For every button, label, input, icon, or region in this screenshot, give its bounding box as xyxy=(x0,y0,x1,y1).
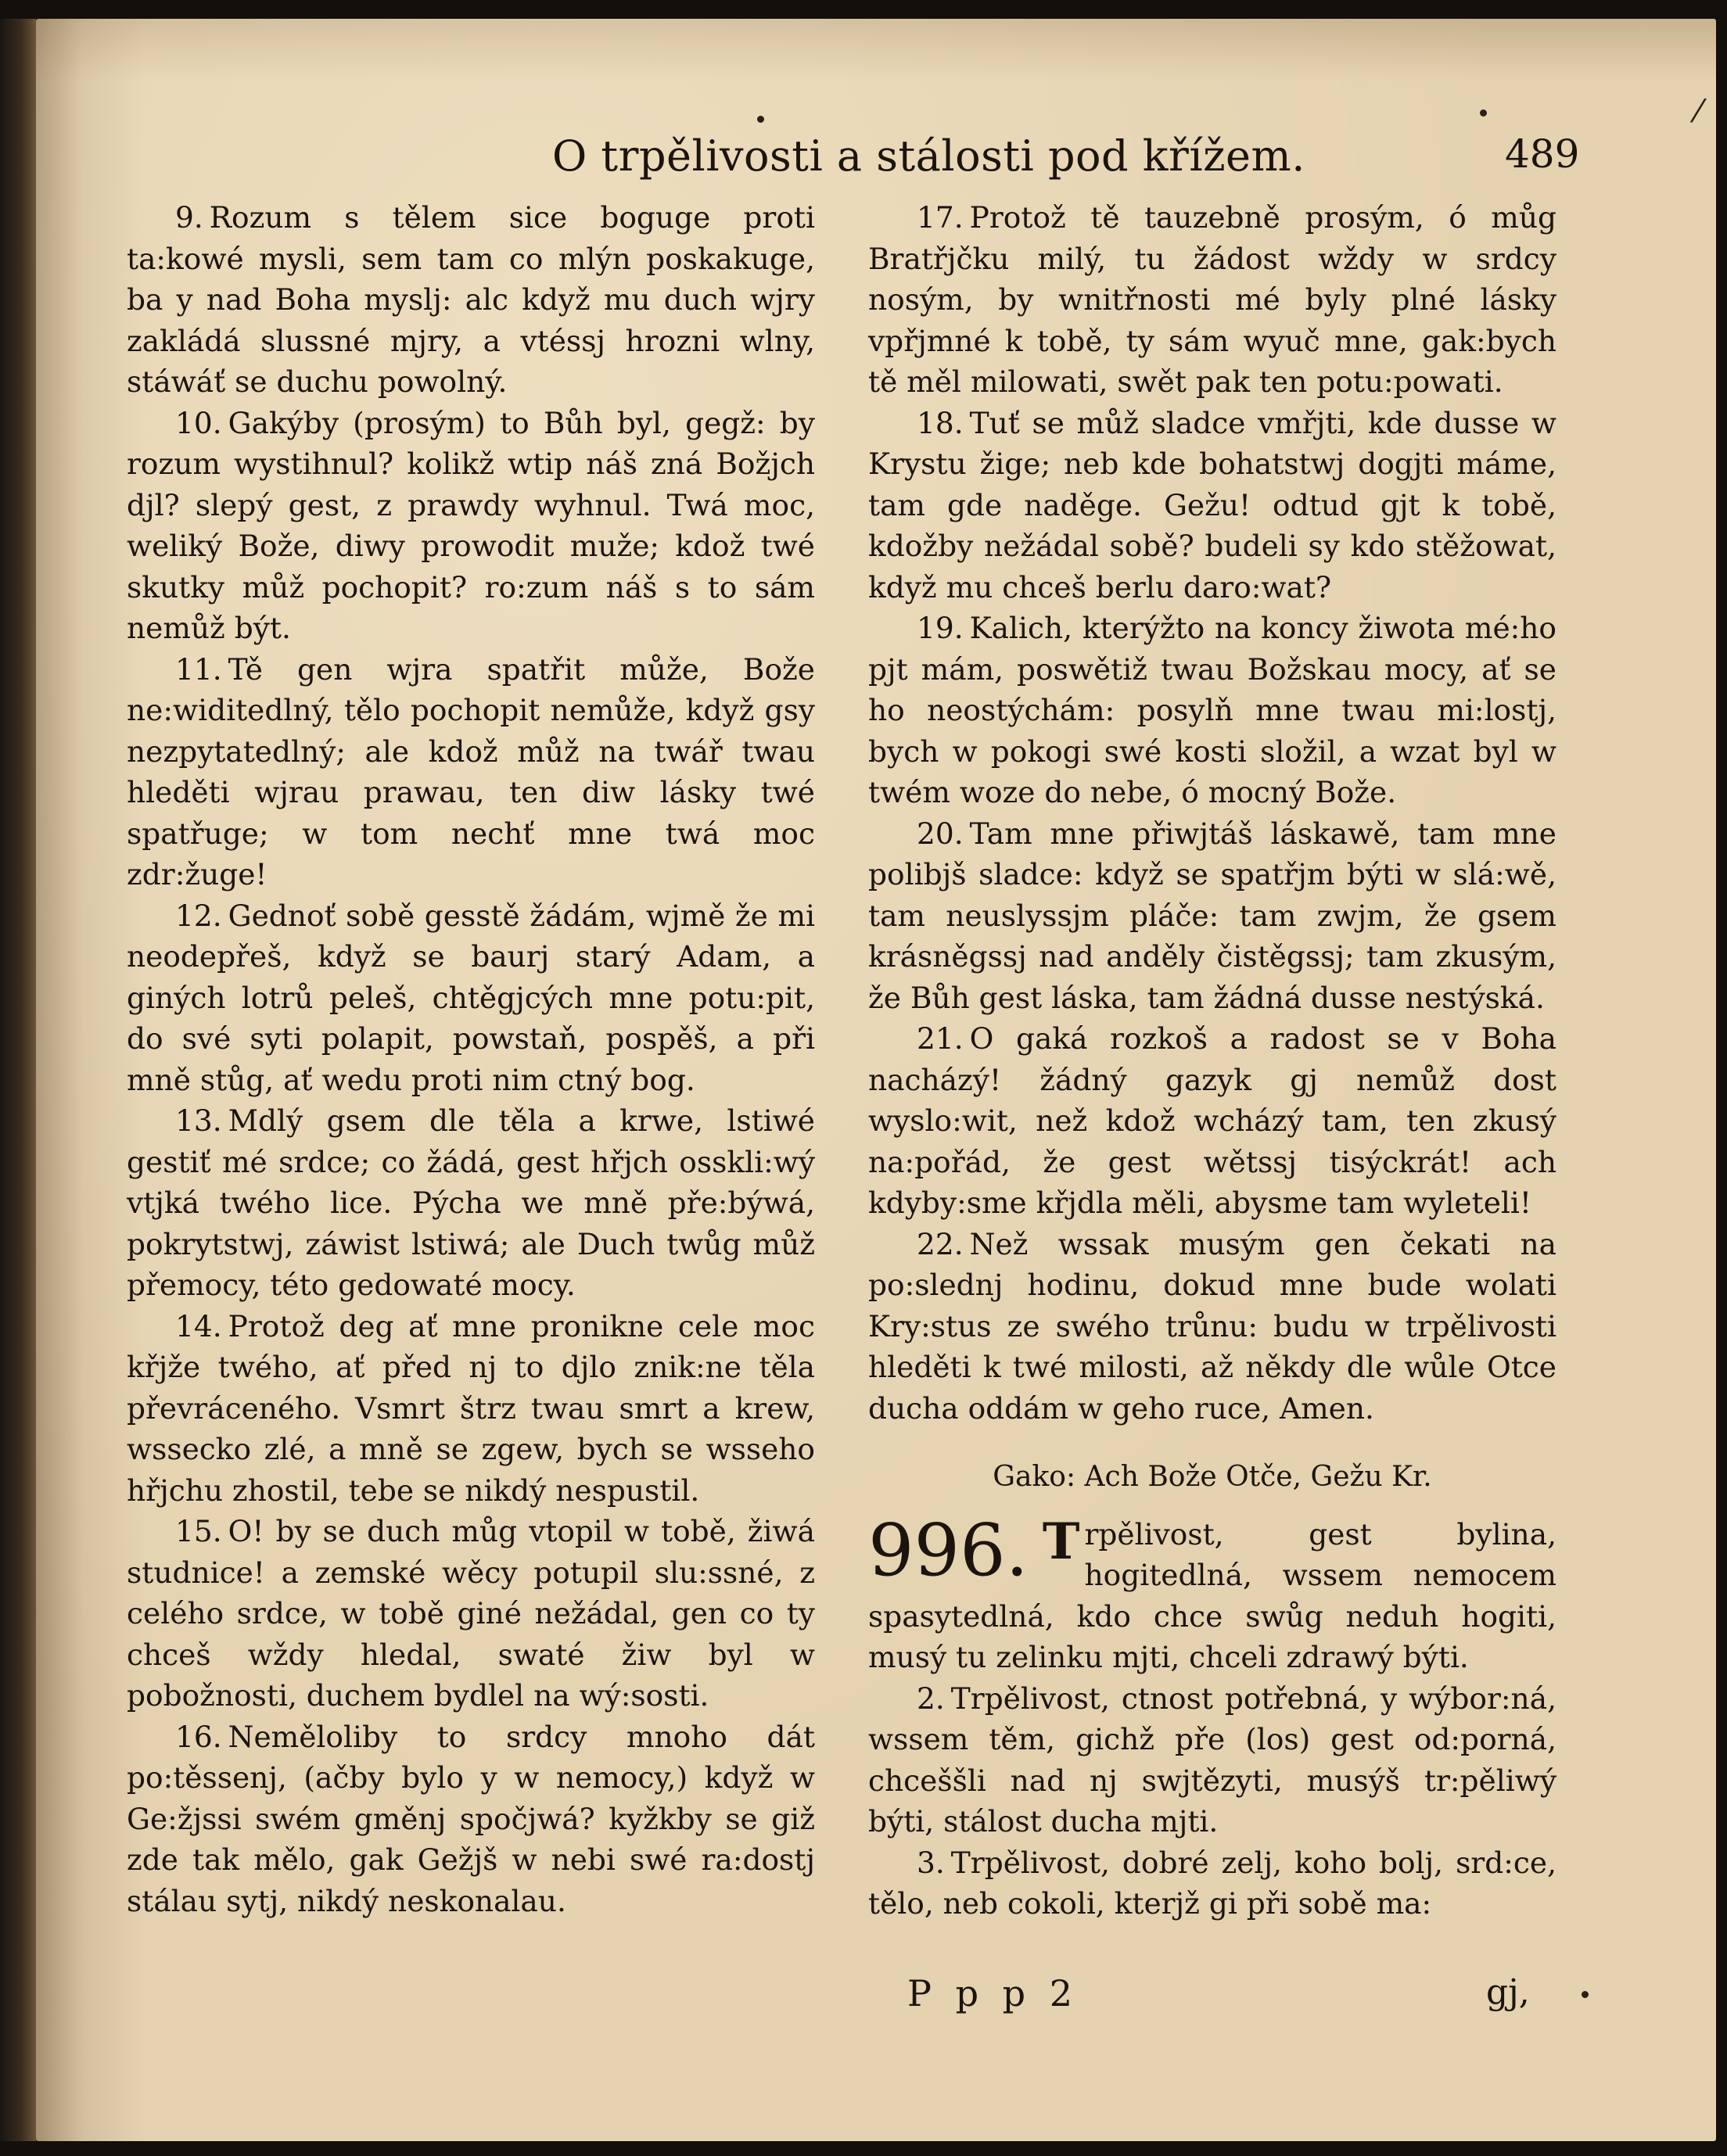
melody-line: Gako: Ach Bože Otče, Gežu Kr. xyxy=(993,1461,1432,1493)
verse-paragraph xyxy=(868,197,1556,403)
drop-cap-letter: T xyxy=(1042,1512,1080,1571)
verse-paragraph xyxy=(127,1306,815,1512)
verse-paragraph xyxy=(868,1842,1556,1925)
verse-number: 19. xyxy=(917,611,964,645)
verse-text: Neměloliby to srdcy mnoho dát po:těssenj, (ačby bylo y w nemocy,) když w Ge:žjssi swém gměnj spočjwá? kyžkby se giž zde tak mělo, gak Gežjš w nebi swé ra:dostj stálau sytj, nikdý neskonalau. xyxy=(127,1719,815,1918)
book-spine xyxy=(0,19,36,2141)
verse-number: 20. xyxy=(917,816,964,851)
verse-number: 15. xyxy=(175,1514,222,1548)
verse-paragraph xyxy=(868,1018,1556,1224)
verse-text: Tě gen wjra spatřit může, Bože ne:widitedlný, tělo pochopit nemůže, když gsy nezpytatedlný; ale kdož můž na twář twau hleděti wjrau prawau, ten diw lásky twé spatřuge; w tom nechť mne twá moc zdr:žuge! xyxy=(127,651,815,891)
verse-text: Gakýby (prosým) to Bůh byl, gegž: by rozum wystihnul? kolikž wtip náš zná Božjch djl? slepý gest, z prawdy wyhnul. Twá moc, weliký Bože, diwy prowodit muže; kdož twé skutky můž pochopit? ro:zum náš s to sám nemůž být. xyxy=(127,405,815,645)
hymn-996-verses xyxy=(868,1678,1556,1925)
verse-number: 12. xyxy=(175,898,222,933)
verse-paragraph xyxy=(868,403,1556,608)
verse-text: Kalich, kterýžto na koncy žiwota mé:ho pjt mám, poswětiž twau Božskau mocy, ať se ho neostýchám: posylň mne twau mi:lostj, bych w pokogi swé kosti složil, a wzat byl w twém woze do nebe, ó mocný Bože. xyxy=(868,611,1556,809)
ink-speck xyxy=(757,116,764,123)
corner-mark: ⁄ xyxy=(1696,94,1701,130)
ink-speck xyxy=(1582,1991,1589,1998)
verse-text: O! by se duch můg vtopil w tobě, žiwá studnice! a zemské wěcy potupil slu:ssné, z celého srdce, w tobě giné nežádal, gen co ty chceš wždy hledal, swaté žiw byl w pobožnosti, duchem bydlel na wý:sosti. xyxy=(127,1514,815,1713)
ink-speck xyxy=(1480,109,1487,117)
verse-number: 16. xyxy=(175,1719,222,1754)
verse-text: Trpělivost, dobré zelj, koho bolj, srd:ce, tělo, neb cokoli, kterjž gi při sobě ma: xyxy=(868,1845,1556,1921)
verse-number: 10. xyxy=(175,405,222,440)
verse-text: Protož deg ať mne pronikne cele moc křjže twého, ať před nj to djlo znik:ne těla převráceného. Vsmrt štrz twau smrt a krew, wssecko zlé, a mně se zgew, bych se wsseho hřjchu zhostil, tebe se nikdý nespustil. xyxy=(127,1308,815,1508)
verse-paragraph xyxy=(868,1224,1556,1430)
verse-paragraph xyxy=(127,403,815,649)
verse-text: Mdlý gsem dle těla a krwe, lstiwé gestiť mé srdce; co žádá, gest hřjch osskli:wý vtjká twého lice. Pýcha we mně pře:býwá, pokrytstwj, záwist lstiwá; ale Duch twůg můž přemocy, této gedowaté mocy. xyxy=(127,1103,815,1302)
verse-number: 11. xyxy=(175,651,222,687)
hymn-number: 996. xyxy=(868,1508,1029,1592)
verse-text: Tam mne přiwjtáš láskawě, tam mne polibjš sladce: když se spatřjm býti w slá:wě, tam neuslyssjm pláče: tam zwjm, že gsem krásněgssj nad anděly čistěgssj; tam zkusým, že Bůh gest láska, tam žádná dusse nestýská. xyxy=(868,816,1556,1015)
verse-number: 14. xyxy=(175,1308,222,1343)
verse-number: 3. xyxy=(917,1845,945,1880)
verse-paragraph xyxy=(127,1717,815,1922)
hymn-996-first-stanza xyxy=(868,1508,1556,1678)
printer-signature: P p p 2 xyxy=(907,1972,1079,2014)
verse-number: 2. xyxy=(917,1681,945,1716)
verse-text: Rozum s tělem sice boguge proti ta:kowé mysli, sem tam co mlýn poskakuge, ba y nad Boha myslj: alc když mu duch wjry zakládá slussné mjry, a vtéssj hrozni wlny, stáwáť se duchu powolný. xyxy=(127,200,815,399)
verse-text: Protož tě tauzebně prosým, ó můg Bratřjčku milý, tu žádost wždy w srdcy nosým, by wnitřnosti mé byly plné lásky vpřjmné k tobě, ty sám wyuč mne, gak:bych tě měl milowati, swět pak ten potu:powati. xyxy=(868,200,1556,399)
page-number: 489 xyxy=(1505,131,1580,177)
verse-paragraph xyxy=(127,649,815,895)
verse-number: 17. xyxy=(917,200,964,235)
verse-paragraph xyxy=(868,813,1556,1019)
verse-paragraph xyxy=(127,895,815,1101)
verse-text: Než wssak musým gen čekati na po:slednj hodinu, dokud mne bude wolati Kry:stus ze swého trůnu: budu w trpělivosti hleděti k twé milosti, až někdy dle wůle Otce ducha oddám w geho ruce, Amen. xyxy=(868,1226,1556,1426)
hymn-first-stanza-text: rpělivost, gest bylina, hogitedlná, wssem nemocem spasytedlná, kdo chce swůg neduh hogiti, musý tu zelinku mjti, chceli zdrawý býti. xyxy=(868,1516,1556,1674)
verse-paragraph xyxy=(127,1100,815,1306)
verse-number: 13. xyxy=(175,1103,222,1138)
verse-paragraph xyxy=(127,197,815,403)
verse-number: 9. xyxy=(175,200,203,235)
verse-paragraph xyxy=(868,1678,1556,1842)
verse-number: 18. xyxy=(917,405,964,440)
right-column-verses xyxy=(868,197,1556,1429)
page-header xyxy=(36,117,1716,188)
verse-number: 22. xyxy=(917,1226,964,1261)
verse-paragraph xyxy=(127,1511,815,1717)
verse-text: Tuť se můž sladce vmřjti, kde dusse w Krystu žige; neb kde bohatstwj dogjti máme, tam gde naděge. Gežu! odtud gjt k tobě, kdožby nežádal sobě? budeli sy kdo stěžowat, když mu chceš berlu daro:wat? xyxy=(868,405,1556,604)
verse-text: Trpělivost, ctnost potřebná, y wýbor:ná, wssem těm, gichž pře (los) gest od:porná, chceššli nad nj swjtězyti, musýš tr:pěliwý býti, stálost ducha mjti. xyxy=(868,1681,1556,1839)
verse-text: Gednoť sobě gesstě žádám, wjmě že mi neodepřeš, když se baurj starý Adam, a giných lotrů peleš, chtěgjcých mne potu:pit, do své syti polapit, powstaň, pospěš, a při mně stůg, ať wedu proti nim ctný bog. xyxy=(127,898,815,1097)
catchword: gj, xyxy=(1486,1972,1530,2012)
running-head: O trpělivosti a stálosti pod křížem. xyxy=(552,131,1305,181)
verse-text: O gaká rozkoš a radost se v Boha nacházý! žádný gazyk gj nemůž dost wyslo:wit, než kdož wcházý tam, ten zkusý na:pořád, že gest wětssj tisýckrát! ach kdyby:sme křjdla měli, abysme tam wyleteli! xyxy=(868,1021,1556,1220)
verse-number: 21. xyxy=(917,1021,964,1056)
left-column xyxy=(127,197,815,1921)
right-column xyxy=(868,197,1556,1925)
verse-paragraph xyxy=(868,608,1556,813)
